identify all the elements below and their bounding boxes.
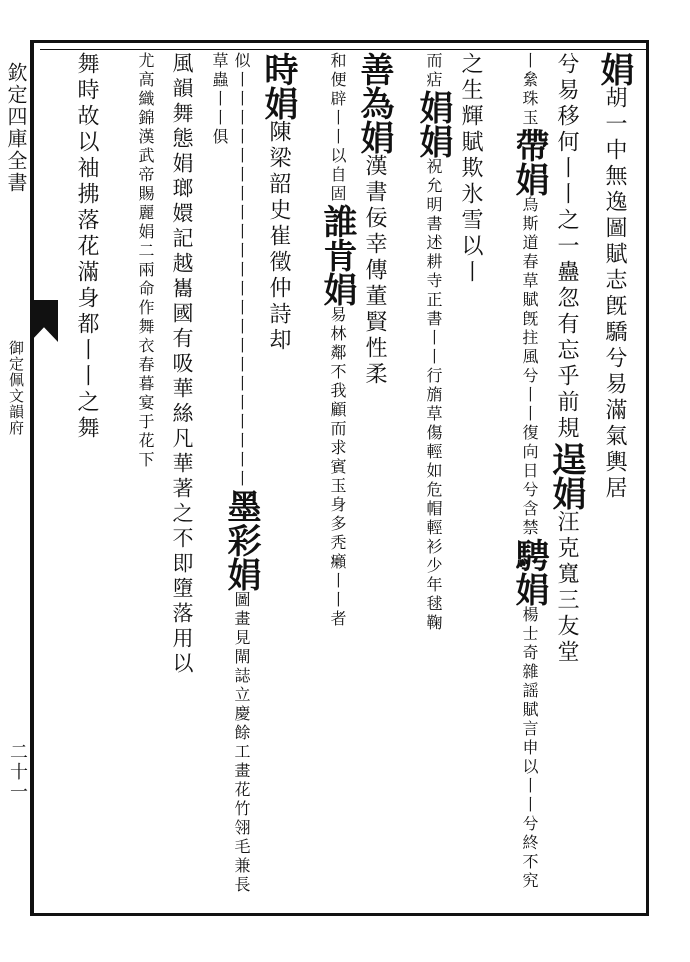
column-text: 祝允明書述耕寺正書丨丨行旓草傷輕如危帽輕衫少年毬鞠 [424, 158, 443, 633]
headword: 騁娟 [509, 538, 549, 606]
column-text: 似丨丨丨丨丨丨丨丨丨丨丨丨丨丨丨丨丨丨丨丨丨丨 [232, 52, 251, 489]
column-text: 漢書佞幸傳董賢性柔 [362, 154, 387, 388]
column-text: 舞時故以袖拂落花滿身都丨丨之舞 [74, 52, 99, 442]
text-column-8 [254, 52, 300, 912]
column-text: 賦欺氷雪以丨 [458, 130, 483, 286]
column-text: 圖畫見閘誌立慶餘工畫花竹翎毛兼長草蟲丨丨俱 [210, 52, 251, 895]
column-text: 丨絫珠玉 [520, 52, 539, 128]
column-text: 陳梁韶史崔徵仲詩却 [266, 120, 291, 354]
edition-title: 欽定四庫全書 [4, 62, 28, 194]
page-number: 二十一 [7, 742, 28, 802]
headword: 娟 [594, 52, 634, 86]
frame-left-line [30, 40, 34, 916]
frame-right-line [646, 40, 649, 916]
headword: 逞娟 [546, 442, 586, 510]
text-column-3 [494, 52, 549, 912]
text-column-11 [110, 52, 156, 912]
text-column-9 [206, 52, 261, 912]
headword: 帶娟 [509, 128, 549, 196]
column-text: 胡一中無逸圖賦志旣驕兮易滿氣輿居 [602, 86, 627, 502]
column-text: 和便辟丨丨以自固 [328, 52, 347, 204]
fishtail-mark-icon [30, 300, 58, 342]
column-text: 而痁 [424, 52, 443, 90]
frame-inner-line [40, 49, 646, 50]
text-column-12 [62, 52, 108, 912]
text-column-10 [158, 52, 204, 912]
column-text: 兮易移何丨丨之一蠱忽有忘乎前規 [554, 52, 579, 442]
headword: 誰肯娟 [317, 204, 357, 306]
column-text: 易林鄰不我顧而求賓玉身多秃癩丨丨者 [328, 306, 347, 629]
column-text: 尤高 [136, 52, 155, 90]
headword: 娟娟 [413, 90, 453, 158]
text-column-6 [350, 52, 396, 912]
column-text: 之生輝 [458, 52, 483, 130]
text-column-5 [398, 52, 453, 912]
headword: 時娟 [258, 52, 298, 120]
headword: 善為娟 [354, 52, 394, 154]
column-text: 風韻舞態娟瑯嬛記越巂國有吸華絲凡華著之不即墮落用以 [170, 52, 194, 677]
column-text: 楊士奇雜謡賦言申以丨丨兮終不究 [520, 606, 539, 891]
book-title: 御定佩文韻府 [7, 340, 25, 436]
text-column-1 [590, 52, 636, 912]
text-column-7 [302, 52, 357, 912]
column-text: 烏斯道春草賦旣拄風兮丨丨復向日兮含禁 [520, 196, 539, 538]
frame-top-line [32, 40, 648, 43]
text-column-4 [446, 52, 492, 912]
headword: 墨彩娟 [221, 489, 261, 591]
frame-bottom-line [32, 913, 648, 916]
column-text: 織錦漢武帝賜麗娟二兩命作舞衣春暮宴于花下 [136, 90, 155, 470]
column-text: 汪克寬三友堂 [554, 510, 579, 666]
